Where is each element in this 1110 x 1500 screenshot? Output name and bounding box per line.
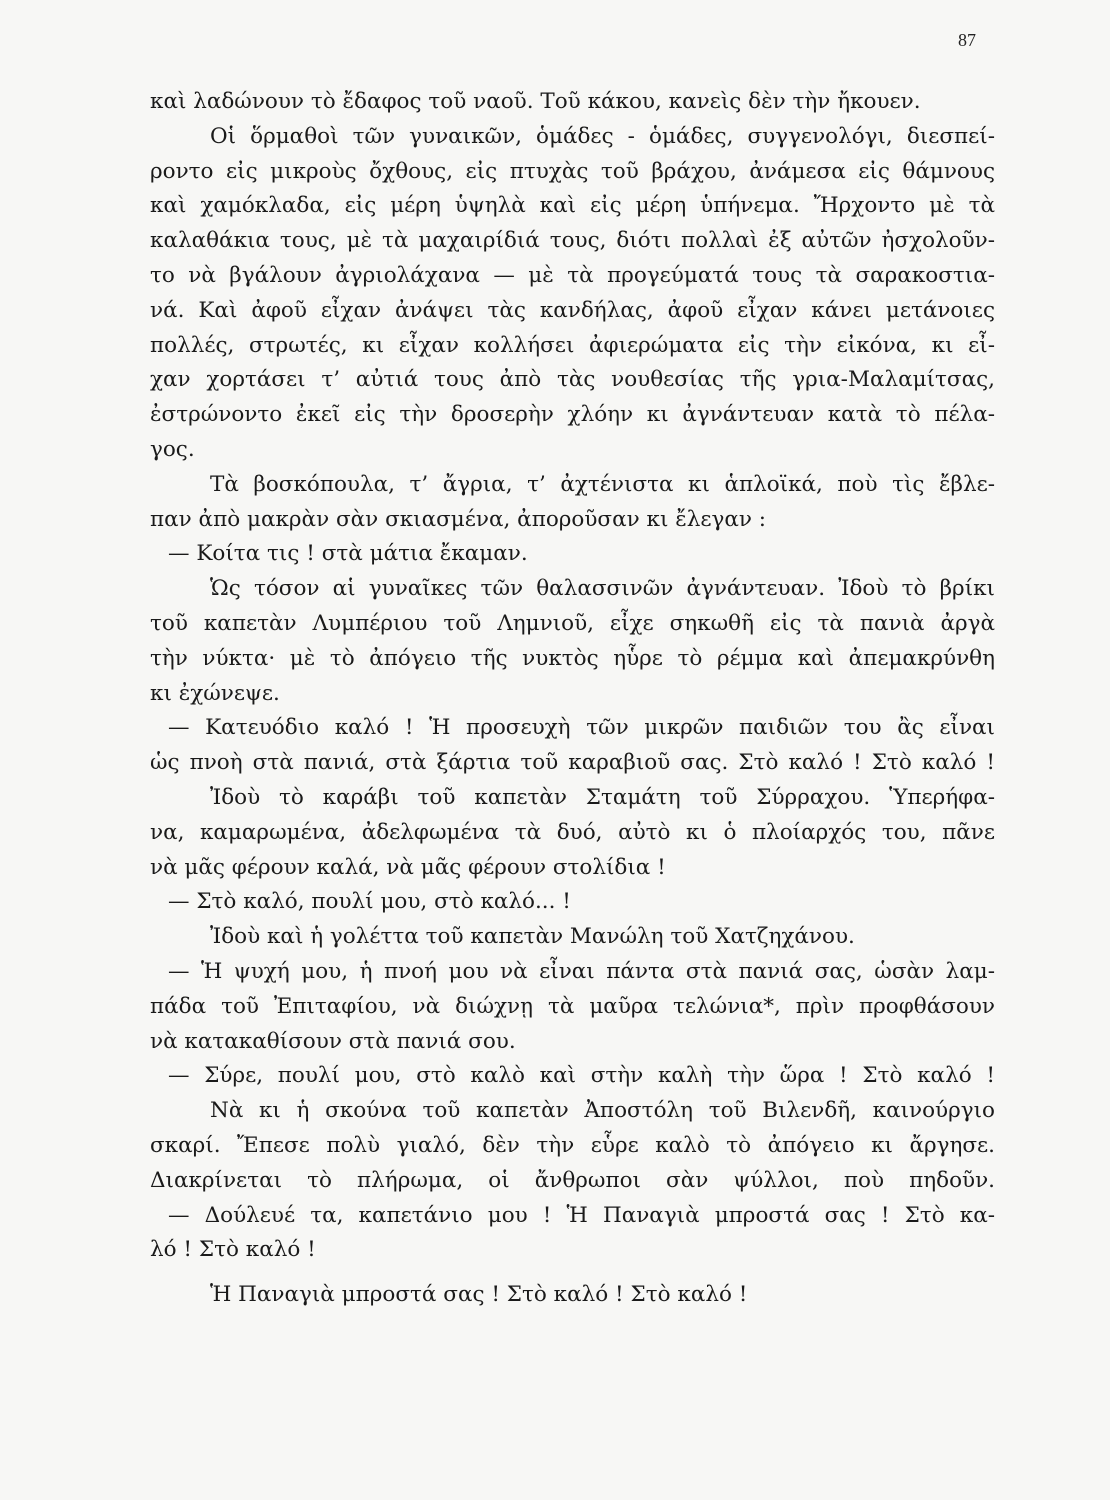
text-line: Οἱ ὅρμαθοὶ τῶν γυναικῶν, ὁμάδες - ὁμάδες, συγγενολόγι, διεσπεί- [210,123,995,149]
text-line: καὶ λαδώνουν τὸ ἔδαφος τοῦ ναοῦ. Τοῦ κάκου, κανεὶς δὲν τὴν ἤκουεν. [150,89,921,114]
text-line: Ὡς τόσον αἱ γυναῖκες τῶν θαλασσινῶν ἀγνάντευαν. Ἰδοὺ τὸ βρίκι [210,576,995,602]
text-line: ροντο εἰς μικροὺς ὄχθους, εἰς πτυχὰς τοῦ βράχου, ἀνάμεσα εἰς θάμνους [150,158,995,184]
text-line: Ἰδοὺ τὸ καράβι τοῦ καπετὰν Σταμάτη τοῦ Σύρραχου. Ὑπερήφα- [210,784,995,810]
text-line: τοῦ καπετὰν Λυμπέριου τοῦ Λημνιοῦ, εἶχε σηκωθῆ εἰς τὰ πανιὰ ἀργὰ [150,610,995,636]
text-line: πολλές, στρωτές, κι εἶχαν κολλήσει ἀφιερώματα εἰς τὴν εἰκόνα, κι εἶ- [150,332,995,358]
text-line: σκαρί. Ἔπεσε πολὺ γιαλό, δὲν τὴν εὗρε καλὸ τὸ ἀπόγειο κι ἄργησε. [150,1132,995,1158]
text-line: λό ! Στὸ καλό ! [150,1237,316,1263]
text-line: καλαθάκια τους, μὲ τὰ μαχαιρίδιά τους, διότι πολλαὶ ἐξ αὐτῶν ἠσχολοῦν- [150,228,995,254]
text-line: — Ἡ ψυχή μου, ἡ πνοή μου νὰ εἶναι πάντα στὰ πανιά σας, ὡσὰν λαμ- [168,958,995,984]
text-line: ὡς πνοὴ στὰ πανιά, στὰ ξάρτια τοῦ καραβιοῦ σας. Στὸ καλό ! Στὸ καλό ! [150,750,995,776]
text-line: χαν χορτάσει τ’ αὐτιά τους ἀπὸ τὰς νουθεσίας τῆς γρια-Μαλαμίτσας, [150,367,995,393]
text-line: πάδα τοῦ Ἐπιταφίου, νὰ διώχνῃ τὰ μαῦρα τελώνια*, πρὶν προφθάσουν [150,993,995,1019]
text-line: να, καμαρωμένα, ἀδελφωμένα τὰ δυό, αὐτὸ κι ὁ πλοίαρχός του, πᾶνε [150,819,995,845]
text-line: νὰ κατακαθίσουν στὰ πανιά σου. [150,1028,516,1054]
body-text [150,85,995,1313]
text-line: Ἰδοὺ καὶ ἡ γολέττα τοῦ καπετὰν Μανώλη τοῦ Χατζηχάνου. [210,924,855,950]
page-number: 87 [958,30,976,50]
text-line: — Κοίτα τις ! στὰ μάτια ἔκαμαν. [168,541,528,567]
text-line: νὰ μᾶς φέρουν καλά, νὰ μᾶς φέρουν στολίδια ! [150,854,666,880]
text-line: — Δούλευέ τα, καπετάνιο μου ! Ἡ Παναγιὰ μπροστά σας ! Στὸ κα- [168,1202,995,1228]
text-line: νά. Καὶ ἀφοῦ εἶχαν ἀνάψει τὰς κανδήλας, ἀφοῦ εἶχαν κάνει μετάνοιες [150,297,995,323]
text-line: ἐστρώνοντο ἐκεῖ εἰς τὴν δροσερὴν χλόην κι ἀγνάντευαν κατὰ τὸ πέλα- [150,402,995,428]
text-line: — Κατευόδιο καλό ! Ἡ προσευχὴ τῶν μικρῶν παιδιῶν του ἂς εἶναι [168,715,995,741]
text-line: — Σύρε, πουλί μου, στὸ καλὸ καὶ στὴν καλὴ τὴν ὥρα ! Στὸ καλό ! [168,1063,995,1089]
text-line: Νὰ κι ἡ σκούνα τοῦ καπετὰν Ἀποστόλη τοῦ Βιλενδῆ, καινούργιο [210,1098,995,1124]
text-line: καὶ χαμόκλαδα, εἰς μέρη ὑψηλὰ καὶ εἰς μέρη ὑπήνεμα. Ἤρχοντο μὲ τὰ [150,193,995,219]
text-line: Ἡ Παναγιὰ μπροστά σας ! Στὸ καλό ! Στὸ καλό ! [210,1282,748,1308]
text-line: Τὰ βοσκόπουλα, τ’ ἄγρια, τ’ ἀχτένιστα κι ἁπλοϊκά, ποὺ τὶς ἔβλε- [210,471,995,497]
text-line: — Στὸ καλό, πουλί μου, στὸ καλό... ! [168,889,571,915]
text-line: το νὰ βγάλουν ἀγριολάχανα — μὲ τὰ προγεύματά τους τὰ σαρακοστια- [150,262,995,288]
text-line: τὴν νύκτα· μὲ τὸ ἀπόγειο τῆς νυκτὸς ηὗρε τὸ ρέμμα καὶ ἀπεμακρύνθη [150,645,995,671]
text-line: γος. [150,436,195,462]
text-line: Διακρίνεται τὸ πλήρωμα, οἱ ἄνθρωποι σὰν ψύλλοι, ποὺ πηδοῦν. [150,1167,995,1193]
text-line: παν ἀπὸ μακρὰν σὰν σκιασμένα, ἀποροῦσαν κι ἔλεγαν : [150,506,767,532]
text-line: κι ἐχώνεψε. [150,680,280,706]
